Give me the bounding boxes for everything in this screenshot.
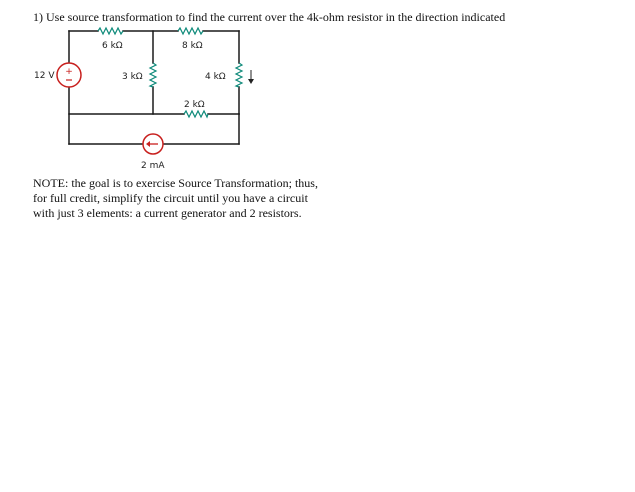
resistor-2k: [184, 111, 208, 117]
resistor-4k: [236, 63, 242, 87]
resistor-3k: [150, 63, 156, 87]
current-source: [143, 134, 163, 154]
note-block: [33, 176, 318, 221]
current-direction-arrow: [248, 70, 254, 84]
resistor-6k: [98, 28, 123, 34]
resistor-8k: [178, 28, 203, 34]
voltage-source-plus-icon: +: [65, 67, 73, 77]
label-voltage-source: 12 V: [34, 71, 55, 81]
note-line: with just 3 elements: a current generator and 2 resistors.: [33, 206, 302, 220]
label-current-source: 2 mA: [141, 161, 165, 171]
problem-statement: 1) Use source transformation to find the current over the 4k-ohm resistor in the direction indicated: [33, 10, 506, 24]
voltage-source: [57, 63, 81, 87]
label-r4: 4 kΩ: [205, 72, 226, 82]
label-r2: 8 kΩ: [182, 41, 203, 51]
note-line: for full credit, simplify the circuit until you have a circuit: [33, 191, 308, 205]
down-arrow-icon: [248, 79, 254, 84]
label-r3: 3 kΩ: [122, 72, 143, 82]
circuit-wires: [69, 31, 239, 144]
label-r1: 6 kΩ: [102, 41, 123, 51]
note-line: NOTE: the goal is to exercise Source Transformation; thus,: [33, 176, 318, 190]
label-r5: 2 kΩ: [184, 100, 205, 110]
